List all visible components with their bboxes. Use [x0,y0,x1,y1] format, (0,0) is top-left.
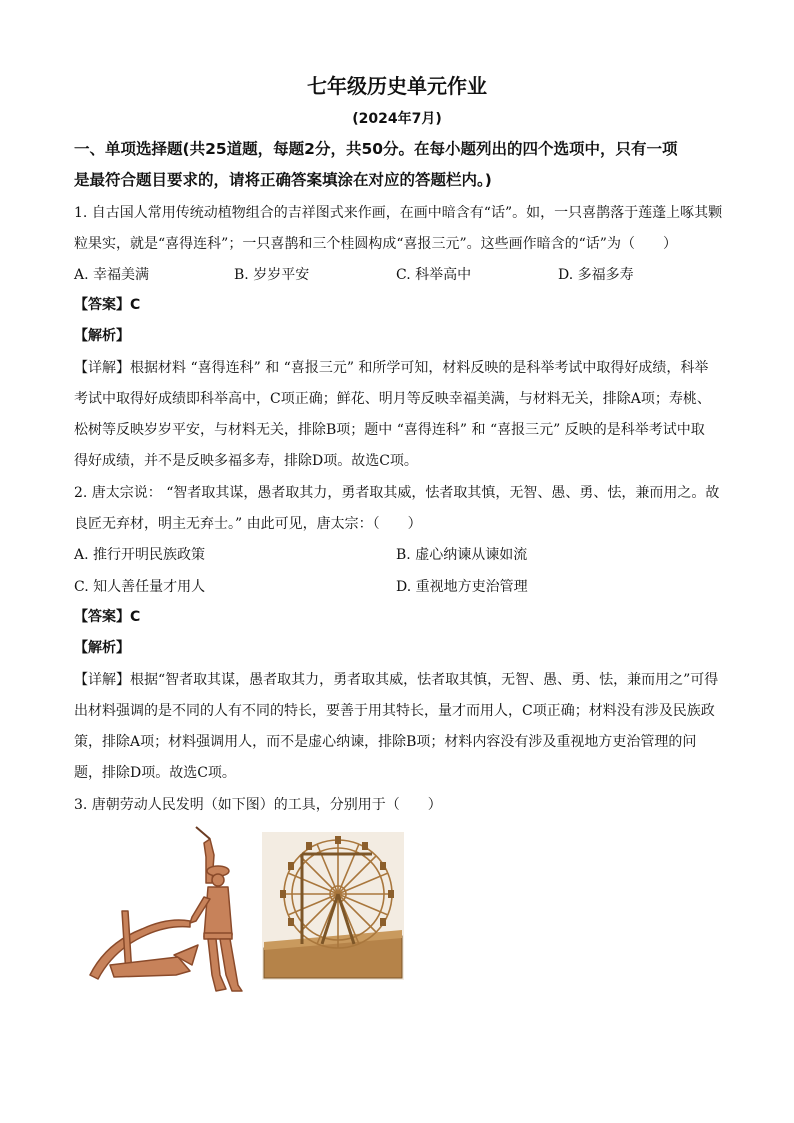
q1-option-d: D. 多福多寿 [558,267,634,283]
q2-detail-line4: 题，排除D项。故选C项。 [74,765,236,781]
q2-option-c: C. 知人善任量才用人 [74,579,206,595]
q2-detail-line1: 【详解】根据“智者取其谋，愚者取其力，勇者取其威，怯者取其慎，无智、愚、勇、怯，兼而用之”可得 [74,672,719,688]
q2-detail-line2: 出材料强调的是不同的人有不同的特长，要善于用其特长，量才而用人，C项正确；材料没有涉及民族政 [74,703,715,719]
q1-option-c: C. 科举高中 [396,267,472,283]
q2-option-d: D. 重视地方吏治管理 [396,579,528,595]
q1-stem-line1: 1. 自古国人常用传统动植物组合的吉祥图式来作画，在画中暗含有“话”。如，一只喜鹊落于莲蓬上啄其颗 [74,205,723,221]
curved-plow-illustration [86,825,246,995]
section-heading-line2: 是最符合题目要求的，请将正确答案填涂在对应的答题栏内。) [74,171,492,189]
water-wheel-illustration [262,832,404,980]
q2-answer: 【答案】C [74,609,141,625]
q2-analysis-label: 【解析】 [74,640,130,656]
q1-stem-line2: 粒果实，就是“喜得连科”；一只喜鹊和三个桂圆构成“喜报三元”。这些画作暗含的“话”为（ ） [74,236,677,252]
q2-detail-line3: 策，排除A项；材料强调用人，而不是虚心纳谏，排除B项；材料内容没有涉及重视地方吏治管理的问 [74,734,697,750]
q2-option-b: B. 虚心纳谏从谏如流 [396,547,528,563]
whip-line [196,827,210,839]
q2-option-a: A. 推行开明民族政策 [74,547,206,563]
page-title: 七年级历史单元作业 [307,74,487,98]
q3-stem: 3. 唐朝劳动人民发明（如下图）的工具，分别用于（ ） [74,797,442,813]
q1-detail-line3: 松树等反映岁岁平安，与材料无关，排除B项；题中 “喜得连科” 和 “喜报三元” 反映的是科举考试中取 [74,422,705,438]
q1-detail-line4: 得好成绩，并不是反映多福多寿，排除D项。故选C项。 [74,453,418,469]
q1-detail-line1: 【详解】根据材料 “喜得连科” 和 “喜报三元” 和所学可知，材料反映的是科举考试中取得好成绩，科举 [74,360,709,376]
q1-option-a: A. 幸福美满 [74,267,150,283]
q1-answer: 【答案】C [74,297,141,313]
q2-stem-line2: 良匠无弃材，明主无弃士。” 由此可见，唐太宗：（ ） [74,516,422,532]
q2-stem-line1: 2. 唐太宗说： “智者取其谋，愚者取其力，勇者取其威，怯者取其慎，无智、愚、勇、怯，兼而用之。故 [74,485,720,501]
section-heading-line1: 一、单项选择题(共25道题，每题2分，共50分。在每小题列出的四个选项中，只有一项 [74,140,678,158]
q1-option-b: B. 岁岁平安 [234,267,310,283]
q1-analysis-label: 【解析】 [74,328,130,344]
q1-detail-line2: 考试中取得好成绩即科举高中，C项正确；鲜花、明月等反映幸福美满，与材料无关，排除A项；寿桃、 [74,391,711,407]
page-date: (2024年7月) [352,111,442,127]
